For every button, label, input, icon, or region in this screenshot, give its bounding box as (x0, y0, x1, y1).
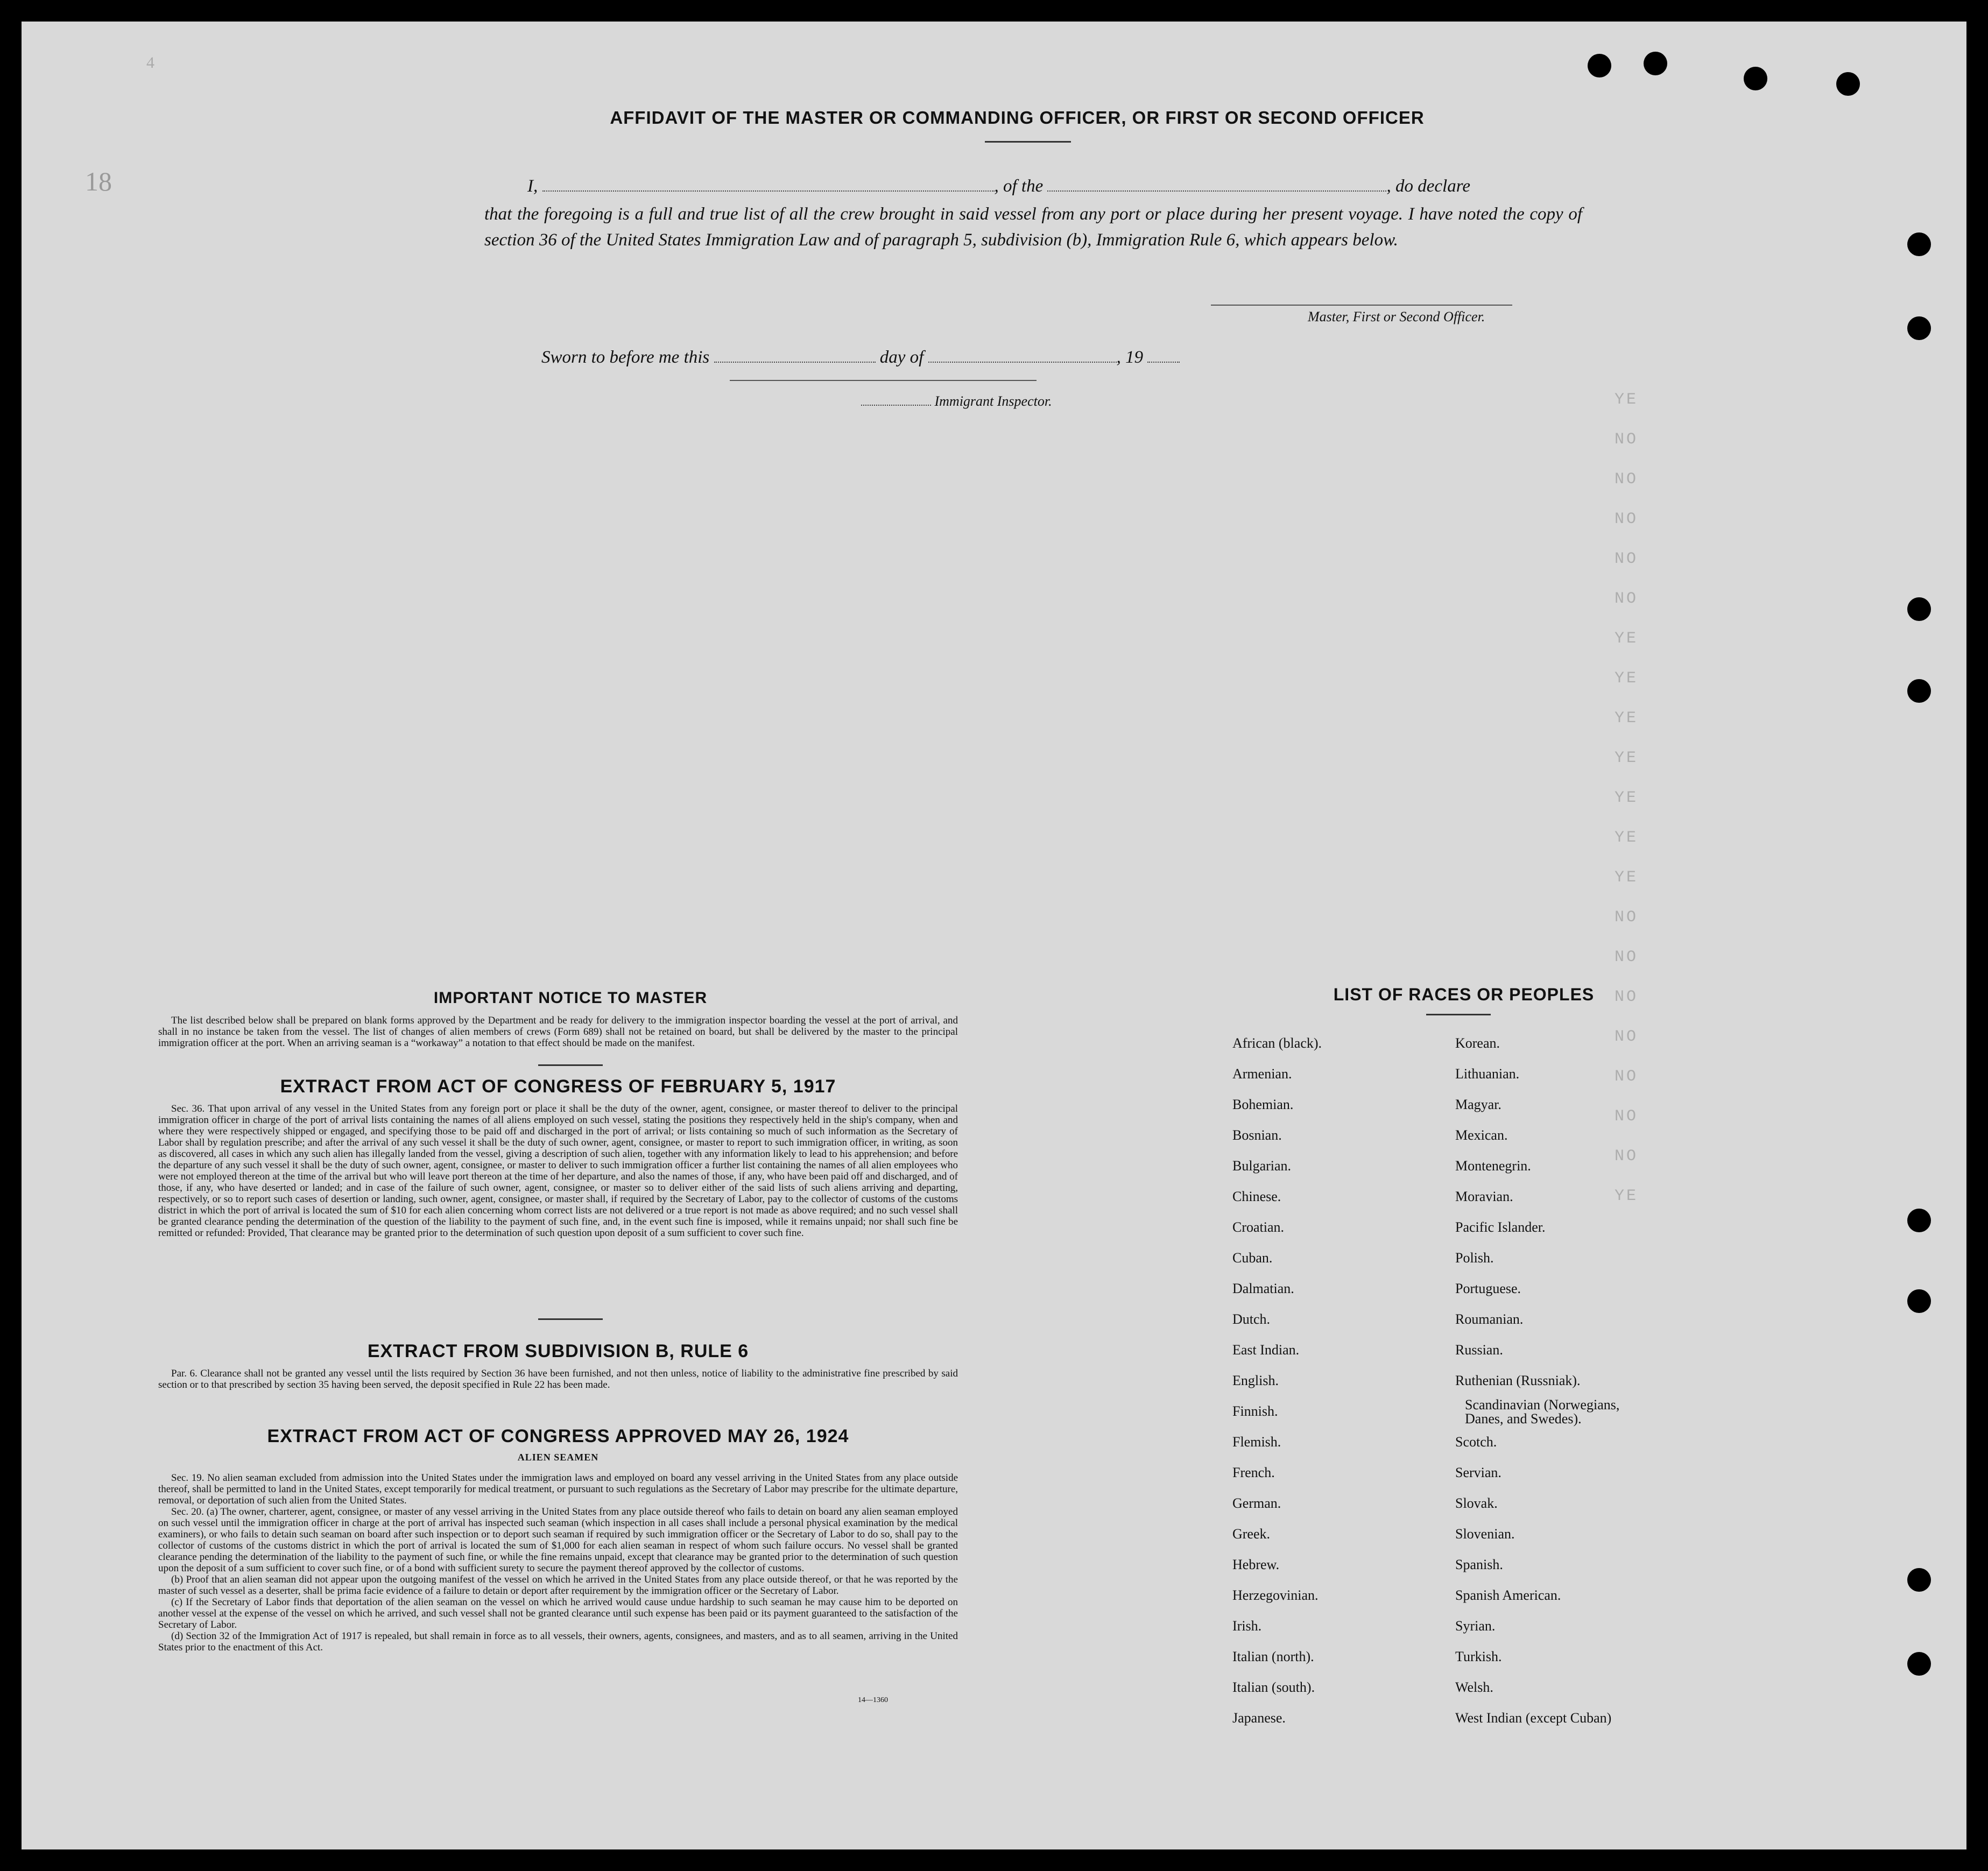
extract-1924-paragraph: Sec. 20. (a) The owner, charterer, agent, consignee, or master of any vessel arriving in the United States from any place outside thereof who fails to detain on board any alien seaman employed on such vessel until the immigration officer in charge at the port of arrival has inspected such seaman (which inspection in all cases shall include a personal physical examination by the medical examiners), or who fails to detain such seaman on board after such inspection or to deport such seaman if required by such immigration officer or the Secretary of Labor to do so, shall pay to the collector of customs of the customs district in which the port of arrival is located the sum of $1,000 for each alien seaman in respect of whom such failure occurs. No vessel shall be granted clearance pending the determination of the liability to the payment of such fine, or while the fine remains unpaid, except that clearance may be granted prior to the determination of such question upon the deposit of a sum sufficient to cover such fine, or of a bond with sufficient surety to secure the payment thereof approved by the collector of customs. (158, 1506, 958, 1574)
declaration-declare: , do declare (1386, 176, 1470, 196)
race-item: Slovak. (1455, 1495, 1498, 1511)
sworn-year: , 19 (1116, 348, 1144, 367)
punch-hole (1907, 1568, 1931, 1592)
signature-line (1211, 305, 1512, 306)
race-item: Italian (south). (1232, 1679, 1315, 1695)
declaration-i: I, (527, 176, 538, 196)
notice-title: IMPORTANT NOTICE TO MASTER (433, 989, 708, 1007)
races-title: LIST OF RACES OR PEOPLES (1333, 985, 1595, 1004)
race-item: Chinese. (1232, 1189, 1281, 1204)
race-item: East Indian. (1232, 1342, 1300, 1358)
race-item: Ruthenian (Russniak). (1455, 1373, 1581, 1388)
race-item: Slovenian. (1455, 1526, 1515, 1542)
race-item: Korean. (1455, 1035, 1500, 1051)
race-item: African (black). (1232, 1035, 1322, 1051)
declaration-of-the: , of the (994, 176, 1044, 196)
notice-paragraph: The list described below shall be prepared on blank forms approved by the Department and be ready for delivery to the immigration inspector boarding the vessel at the port of arrival, and shall in no instance be taken from the vessel. The list of changes of alien members of crews (Form 689) shall not be retained on board, but shall be delivered by the master to the principal immigration officer at the port. When an arriving seaman is a “workaway” a notation to that effect should be made on the manifest. (158, 1015, 958, 1049)
extract-rule6-text (158, 1368, 958, 1390)
race-item: Greek. (1232, 1526, 1271, 1542)
race-item: Turkish. (1455, 1649, 1502, 1664)
affidavit-title: AFFIDAVIT OF THE MASTER OR COMMANDING OFFICER, OR FIRST OR SECOND OFFICER (610, 108, 1425, 128)
punch-hole (1907, 1652, 1931, 1676)
punch-hole (1907, 232, 1931, 256)
punch-hole (1588, 54, 1611, 77)
affidavit-body: that the foregoing is a full and true list of all the crew brought in said vessel from any port or place during her present voyage. I have noted the copy of section 36 of the United States Immigration Law and of paragraph 5, subdivision (b), Immigration Rule 6, which appears below. (484, 204, 1582, 250)
extract-1917-paragraph: Sec. 36. That upon arrival of any vessel in the United States from any foreign port or place it shall be the duty of the owner, agent, consignee, or master thereof to deliver to the principal immigration officer in charge of the port of arrival lists containing the names of all aliens employed on such vessel, stating the positions they respectively held in the ship's company, when and where they were respectively shipped or engaged, and specifying those to be paid off and discharged in the port of arrival; or lists containing so much of such information as the Secretary of Labor shall by regulation prescribe; and after the arrival of any such vessel it shall be the duty of such owner, agent, consignee, or master to report to such immigration officer, in writing, as soon as discovered, all cases in which any such alien has illegally landed from the vessel, giving a description of such alien, together with any information likely to lead to his apprehension; and before the departure of any such vessel it shall be the duty of such owner, agent, consignee, or master to deliver to such immigration officer a further list containing the names of all alien employees who were not employed thereon at the time of the arrival but who will leave port thereon at the time of her departure, and also the names of those, if any, who have been paid off and discharged, and of those, if any, who have deserted or landed; and in case of the failure of such owner, agent, consignee, or master so to deliver either of the said lists of such aliens arriving and departing, respectively, or so to report such cases of desertion or landing, such owner, agent, consignee, or master shall, if required by the Secretary of Labor, pay to the collector of customs of the customs district in which the port of arrival is located the sum of $10 for each alien concerning whom correct lists are not delivered or a true report is not made as above required; and no such vessel shall be granted clearance pending the determination of the question of the liability to the payment of such fine, and, in the event such fine is imposed, while it remains unpaid; nor shall such fine be remitted or refunded: Provided, That clearance may be granted prior to the determination of such question upon deposit of a sum sufficient to cover such fine. (158, 1103, 958, 1239)
notice-text (158, 1015, 958, 1049)
punch-hole (1907, 597, 1931, 621)
race-item: Hebrew. (1232, 1557, 1280, 1572)
race-item: German. (1232, 1495, 1281, 1511)
race-item: Syrian. (1455, 1618, 1496, 1634)
alien-seamen-subtitle: ALIEN SEAMEN (517, 1452, 599, 1463)
form-number: 14—1360 (858, 1696, 888, 1704)
race-item: Spanish. (1455, 1557, 1503, 1572)
race-item: Polish. (1455, 1250, 1494, 1266)
corner-digit: 4 (146, 54, 154, 72)
race-item: Bohemian. (1232, 1097, 1294, 1112)
race-item: Herzegovinian. (1232, 1587, 1319, 1603)
race-item: Finnish. (1232, 1403, 1278, 1419)
race-item: Portuguese. (1455, 1281, 1521, 1296)
punch-hole (1907, 316, 1931, 340)
document-page: 18 4 AFFIDAVIT OF THE MASTER OR COMMANDING OFFICER, OR FIRST OR SECOND OFFICER I, , of the , do declare that the foregoing is a full and true list of all the crew brought in said vessel from any port or place during her present voyage. I have noted the copy of section 36 of the United States Immigration Law and of paragraph 5, subdivision (b), Immigration Rule 6, which appears below. Master, First or Second Officer. Sworn to before me this day of , 19 Immigrant Inspector. YE NO NO NO NO NO YE YE YE YE YE YE YE NO NO NO NO NO NO NO YE IMPORTANT NOTICE TO MASTER The list described below shall be prepared on blank forms approved by the Department and be ready for delivery to the immigration inspector boarding the vessel at the port of arrival, and shall in no instance be taken from the vessel. The list of changes of alien members of crews (Form 689) shall not be retained on board, but shall be delivered by the master to the principal immigration officer at the port. When an arriving seaman is a “workaway” a notation to that effect should be made on the manifest. EXTRACT FROM ACT OF CONGRESS OF FEBRUARY 5, 1917 Sec. 36. That upon arrival of any vessel in the United States from any foreign port or place it shall be the duty of the owner, agent, consignee, or master thereof to deliver to the principal immigration officer in charge of the port of arrival lists containing the names of all aliens employed on such vessel, stating the positions they respectively held in the ship's company, when and where they were respectively shipped or engaged, and specifying those to be paid off and discharged in the port of arrival; or lists containing so much of such information as the Secretary of Labor shall by regulation prescribe; and after the arrival of any such vessel it shall be the duty of such owner, agent, consignee, or master to report to such immigration officer, in writing, as soon as discovered, all cases in which any such alien has illegally landed from the vessel, giving a description of such alien, together with any information likely to lead to his apprehension; and before the departure of any such vessel it shall be the duty of such owner, agent, consignee, or master to deliver to such immigration officer a further list containing the names of all alien employees who were not employed thereon at the time of the arrival but who will leave port thereon at the time of her departure, and also the names of those, if any, who have been paid off and discharged, and of those, if any, who have deserted or landed; and in case of the failure of such owner, agent, consignee, or master so to deliver either of the said lists of such aliens arriving and departing, respectively, or so to report such cases of desertion or landing, such owner, agent, consignee, or master shall, if required by the Secretary of Labor, pay to the collector of customs of the customs district in which the port of arrival is located the sum of $10 for each alien concerning whom correct lists are not delivered or a true report is not made as above required; and no such vessel shall be granted clearance pending the determination of the question of the liability to the payment of such fine, and, in the event such fine is imposed, while it remains unpaid; nor shall such fine be remitted or refunded: Provided, That clearance may be granted prior to the determination of such question upon deposit of a sum sufficient to cover such fine. EXTRACT FROM SUBDIVISION B, RULE 6 Par. 6. Clearance shall not be granted any vessel until the lists required by Section 36 have been furnished, and not then unless, notice of liability to the administrative fine prescribed by said section or to that prescribed by section 35 having been served, the deposit specified in Rule 22 has been made. EXTRACT FROM ACT OF CONGRESS APPROVED MAY 26, 1924 ALIEN SEAMEN Sec. 19. No alien seaman excluded from admission into the United States under the immigration laws and employed on board any vessel arriving in the United States from any place outside thereof, shall be permitted to land in the United States, except temporarily for medical treatment, or pursuant to such regulations as the Secretary of Labor may prescribe for the ultimate departure, removal, or deportation of such alien from the United States. Sec. 20. (a) The owner, charterer, agent, consignee, or master of any vessel arriving in the United States from any place outside thereof who fails to detain on board any alien seaman employed on such vessel until the immigration officer in charge at the port of arrival has inspected such seaman (which inspection in all cases shall include a personal physical examination by the medical examiners), or who fails to detain such seaman on board after such inspection or to deport such seaman if required by such immigration officer or the Secretary of Labor to do so, shall pay to the collector of customs of the customs district in which the port of arrival is located the sum of $1,000 for each alien seaman in respect of whom such failure occurs. No vessel shall be granted clearance pending the determination of the liability to the payment of such fine, or while the fine remains unpaid, except that clearance may be granted prior to the determination of such question upon the deposit of a sum sufficient to cover such fine, or of a bond with sufficient surety to secure the payment thereof approved by the collector of customs. (b) Proof that an alien seaman did not appear upon the outgoing manifest of the vessel on which he arrived in the United States from any place outside thereof, or that he was reported by the master of such vessel as a deserter, shall be prima facie evidence of a failure to detain or deport after requirement by the immigration officer or the Secretary of Labor. (c) If the Secretary of Labor finds that deportation of the alien seaman on the vessel on which he arrived would cause undue hardship to such seaman he may cause him to be deported on another vessel at the expense of the vessel on which he arrived, and such vessel shall not be granted clearance until such expense has been paid or its payment guaranteed to the satisfaction of the Secretary of Labor. (d) Section 32 of the Immigration Act of 1917 is repealed, but shall remain in force as to all vessels, their owners, agents, consignees, and masters, and as to all seamen, arriving in the United States prior to the enactment of this Act. 14—1360 LIST OF RACES OR PEOPLES African (black). Armenian. Bohemian. Bosnian. Bulgarian. Chinese. Croatian. Cuban. Dalmatian. Dutch. East Indian. English. Finnish. Flemish. French. German. Greek. Hebrew. Herzegovinian. Irish. Italian (north). Italian (south). Japanese. Korean. Lithuanian. Magyar. Mexican. Montenegrin. Moravian. Pacific Islander. Polish. Portuguese. Roumanian. Russian. Ruthenian (Russniak). Scandinavian (Norwegians, Danes, and Swedes). Scotch. Servian. Slovak. Slovenian. Spanish. Spanish American. Syrian. Turkish. Welsh. West Indian (except Cuban) (22, 22, 1966, 1849)
race-item: West Indian (except Cuban) (1455, 1710, 1612, 1726)
punch-hole (1907, 1289, 1931, 1313)
race-item: Roumanian. (1455, 1311, 1524, 1327)
punch-hole (1744, 67, 1767, 90)
race-item: Mexican. (1455, 1127, 1508, 1143)
extract-1924-text (158, 1472, 958, 1653)
vessel-name-blank (1047, 174, 1386, 192)
affidavit-declaration-line (527, 174, 1582, 196)
punch-hole (1907, 679, 1931, 703)
race-item: Scandinavian (Norwegians, Danes, and Swedes). (1465, 1397, 1620, 1427)
race-item: English. (1232, 1373, 1279, 1388)
race-item: Magyar. (1455, 1097, 1501, 1112)
extract-1924-paragraph: (b) Proof that an alien seaman did not appear upon the outgoing manifest of the vessel on which he arrived in the United States from any place outside thereof, or that he was reported by the master of such vessel as a deserter, shall be prima facie evidence of a failure to detain or deport after requirement by the immigration officer or the Secretary of Labor. (158, 1574, 958, 1597)
inspector-line (861, 393, 1052, 409)
section-rule (538, 1064, 603, 1066)
sworn-before: Sworn to before me this (541, 348, 710, 367)
race-item: Welsh. (1455, 1679, 1493, 1695)
title-rule (985, 141, 1071, 143)
races-title-rule (1426, 1014, 1491, 1015)
sworn-day-blank (714, 345, 876, 363)
extract-1917-text (158, 1103, 958, 1239)
race-item: Croatian. (1232, 1219, 1285, 1235)
punch-hole (1644, 52, 1667, 75)
extract-rule6-title: EXTRACT FROM SUBDIVISION B, RULE 6 (367, 1341, 749, 1361)
margin-page-number: 18 (85, 166, 112, 196)
race-item: Flemish. (1232, 1434, 1281, 1450)
extract-1924-paragraph: (c) If the Secretary of Labor finds that deportation of the alien seaman on the vessel on which he arrived would cause undue hardship to such seaman he may cause him to be deported on another vessel at the expense of the vessel on which he arrived, and such vessel shall not be granted clearance until such expense has been paid or its payment guaranteed to the satisfaction of the Secretary of Labor. (158, 1597, 958, 1630)
race-item: Montenegrin. (1455, 1158, 1531, 1174)
sworn-year-blank (1147, 345, 1180, 363)
inspector-label: Immigrant Inspector. (934, 393, 1052, 409)
extract-rule6-paragraph: Par. 6. Clearance shall not be granted any vessel until the lists required by Section 36 have been furnished, and not then unless, notice of liability to the administrative fine prescribed by said section or to that prescribed by section 35 having been served, the deposit specified in Rule 22 has been made. (158, 1368, 958, 1390)
race-item: Bulgarian. (1232, 1158, 1292, 1174)
race-item: Spanish American. (1455, 1587, 1561, 1603)
race-item: Servian. (1455, 1465, 1501, 1480)
sworn-day-of: day of (879, 348, 924, 367)
race-item: Dalmatian. (1232, 1281, 1294, 1296)
extract-1917-title: EXTRACT FROM ACT OF CONGRESS OF FEBRUARY 5, 1917 (280, 1076, 836, 1097)
race-item: Scotch. (1455, 1434, 1497, 1450)
punch-hole (1836, 72, 1860, 96)
signature-label: Master, First or Second Officer. (1308, 309, 1485, 324)
officer-name-blank (542, 174, 995, 192)
extract-1924-paragraph: (d) Section 32 of the Immigration Act of 1917 is repealed, but shall remain in force as to all vessels, their owners, agents, consignees, and masters, and as to all seamen, arriving in the United States prior to the enactment of this Act. (158, 1630, 958, 1653)
sworn-month-blank (928, 345, 1117, 363)
extract-1924-paragraph: Sec. 19. No alien seaman excluded from admission into the United States under the immigration laws and employed on board any vessel arriving in the United States from any place outside thereof, shall be permitted to land in the United States, except temporarily for medical treatment, or pursuant to such regulations as the Secretary of Labor may prescribe for the ultimate departure, removal, or deportation of such alien from the United States. (158, 1472, 958, 1506)
race-item: Bosnian. (1232, 1127, 1282, 1143)
race-item: Armenian. (1232, 1066, 1292, 1082)
race-item: Irish. (1232, 1618, 1262, 1634)
inspector-blank (861, 393, 931, 406)
section-rule (538, 1318, 603, 1320)
race-item: Russian. (1455, 1342, 1503, 1358)
race-item: Japanese. (1232, 1710, 1286, 1726)
race-item: French. (1232, 1465, 1275, 1480)
race-item: Lithuanian. (1455, 1066, 1520, 1082)
extract-1924-title: EXTRACT FROM ACT OF CONGRESS APPROVED MAY 26, 1924 (267, 1426, 849, 1446)
race-item: Dutch. (1232, 1311, 1271, 1327)
race-item: Cuban. (1232, 1250, 1273, 1266)
inspector-signature-line (730, 380, 1037, 381)
race-item: Italian (north). (1232, 1649, 1314, 1664)
race-item: Pacific Islander. (1455, 1219, 1546, 1235)
sworn-line (541, 345, 1180, 368)
race-item: Moravian. (1455, 1189, 1513, 1204)
punch-hole (1907, 1209, 1931, 1232)
